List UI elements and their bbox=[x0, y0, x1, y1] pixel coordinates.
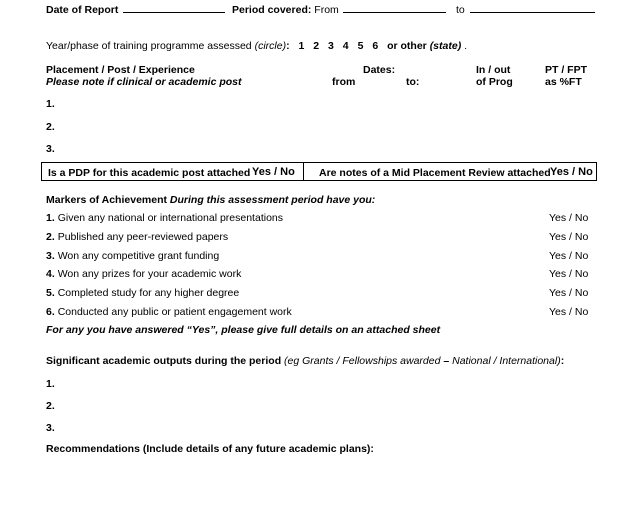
period-to-field[interactable] bbox=[470, 3, 595, 13]
marker-text: Completed study for any higher degree bbox=[57, 287, 240, 299]
report-header bbox=[46, 3, 225, 16]
marker-answer[interactable]: Yes / No bbox=[549, 250, 589, 262]
phase-option-6[interactable]: 6 bbox=[372, 40, 379, 52]
output-row-2[interactable]: 2. bbox=[46, 400, 55, 412]
marker-num: 2. bbox=[46, 231, 55, 243]
outputs-heading bbox=[46, 355, 564, 367]
marker-num: 4. bbox=[46, 268, 55, 280]
from-label: From bbox=[314, 4, 339, 16]
marker-num: 5. bbox=[46, 287, 55, 299]
of-prog-label: of Prog bbox=[476, 76, 513, 88]
output-row-1[interactable]: 1. bbox=[46, 378, 55, 390]
markers-title: Markers of Achievement bbox=[46, 194, 167, 206]
marker-text: Given any national or international presentations bbox=[57, 212, 283, 224]
markers-heading bbox=[46, 194, 375, 206]
dates-to-label: to: bbox=[406, 76, 420, 88]
markers-subtitle: During this assessment period have you: bbox=[169, 194, 376, 206]
pdp-answer[interactable]: Yes / No bbox=[252, 166, 295, 178]
marker-item bbox=[46, 212, 283, 224]
marker-item bbox=[46, 268, 241, 280]
as-ft-label: as %FT bbox=[545, 76, 582, 88]
pt-fpt-label: PT / FPT bbox=[545, 64, 587, 76]
outputs-example: (eg Grants / Fellowships awarded bbox=[284, 355, 441, 367]
marker-num: 1. bbox=[46, 212, 55, 224]
mid-review-question: Are notes of a Mid Placement Review attached bbox=[319, 167, 551, 179]
phase-option-1[interactable]: 1 bbox=[298, 40, 305, 52]
mid-review-answer[interactable]: Yes / No bbox=[550, 166, 593, 178]
phase-option-2[interactable]: 2 bbox=[313, 40, 320, 52]
phase-option-4[interactable]: 4 bbox=[342, 40, 349, 52]
marker-item bbox=[46, 287, 239, 299]
phase-option-5[interactable]: 5 bbox=[357, 40, 364, 52]
period-from-field[interactable] bbox=[343, 3, 446, 13]
state-hint: (state) bbox=[429, 40, 462, 52]
marker-text: Won any prizes for your academic work bbox=[57, 268, 242, 280]
recommendations-title: Recommendations (Include details of any future academic plans): bbox=[46, 443, 374, 455]
or-other-label: or other bbox=[387, 40, 427, 52]
marker-answer[interactable]: Yes / No bbox=[549, 287, 589, 299]
period-covered bbox=[232, 3, 446, 16]
pdp-question: Is a PDP for this academic post attached bbox=[48, 167, 251, 179]
year-phase-colon: : bbox=[286, 40, 290, 52]
placement-title: Placement / Post / Experience bbox=[46, 64, 195, 76]
placement-note: Please note if clinical or academic post bbox=[46, 76, 242, 88]
marker-item bbox=[46, 306, 292, 318]
marker-text: Won any competitive grant funding bbox=[57, 250, 220, 262]
marker-item bbox=[46, 250, 219, 262]
output-row-3[interactable]: 3. bbox=[46, 422, 55, 434]
phase-option-3[interactable]: 3 bbox=[328, 40, 334, 52]
placement-row-3[interactable]: 3. bbox=[46, 143, 55, 155]
marker-num: 6. bbox=[46, 306, 55, 318]
inout-label: In / out bbox=[476, 64, 511, 76]
marker-item bbox=[46, 231, 228, 243]
circle-hint: (circle) bbox=[254, 40, 287, 52]
outputs-dash: – bbox=[440, 355, 453, 367]
placement-row-1[interactable]: 1. bbox=[46, 98, 55, 110]
outputs-title: Significant academic outputs during the period bbox=[46, 355, 282, 367]
placement-row-2[interactable]: 2. bbox=[46, 121, 55, 133]
outputs-example-end: National / International) bbox=[452, 355, 561, 367]
marker-text: Published any peer-reviewed papers bbox=[57, 231, 229, 243]
mid-review-attached-box bbox=[303, 162, 597, 181]
outputs-colon: : bbox=[560, 355, 565, 367]
year-phase-period: . bbox=[464, 40, 468, 52]
date-field[interactable] bbox=[123, 3, 225, 13]
to-label: to bbox=[456, 4, 465, 16]
period-to bbox=[456, 3, 595, 16]
marker-num: 3. bbox=[46, 250, 55, 262]
marker-answer[interactable]: Yes / No bbox=[549, 306, 589, 318]
marker-answer[interactable]: Yes / No bbox=[549, 231, 589, 243]
marker-answer[interactable]: Yes / No bbox=[549, 268, 589, 280]
period-label: Period covered: bbox=[232, 4, 312, 16]
dates-from-label: from bbox=[332, 76, 356, 88]
pdp-attached-box bbox=[41, 162, 304, 181]
marker-answer[interactable]: Yes / No bbox=[549, 212, 589, 224]
dates-label: Dates: bbox=[363, 64, 396, 76]
date-label: Date of Report bbox=[46, 4, 119, 16]
marker-text: Conducted any public or patient engagement work bbox=[57, 306, 292, 318]
year-phase-line bbox=[46, 40, 467, 52]
markers-note: For any you have answered “Yes”, please give full details on an attached sheet bbox=[46, 324, 441, 336]
year-phase-text: Year/phase of training programme assessed bbox=[46, 40, 252, 52]
